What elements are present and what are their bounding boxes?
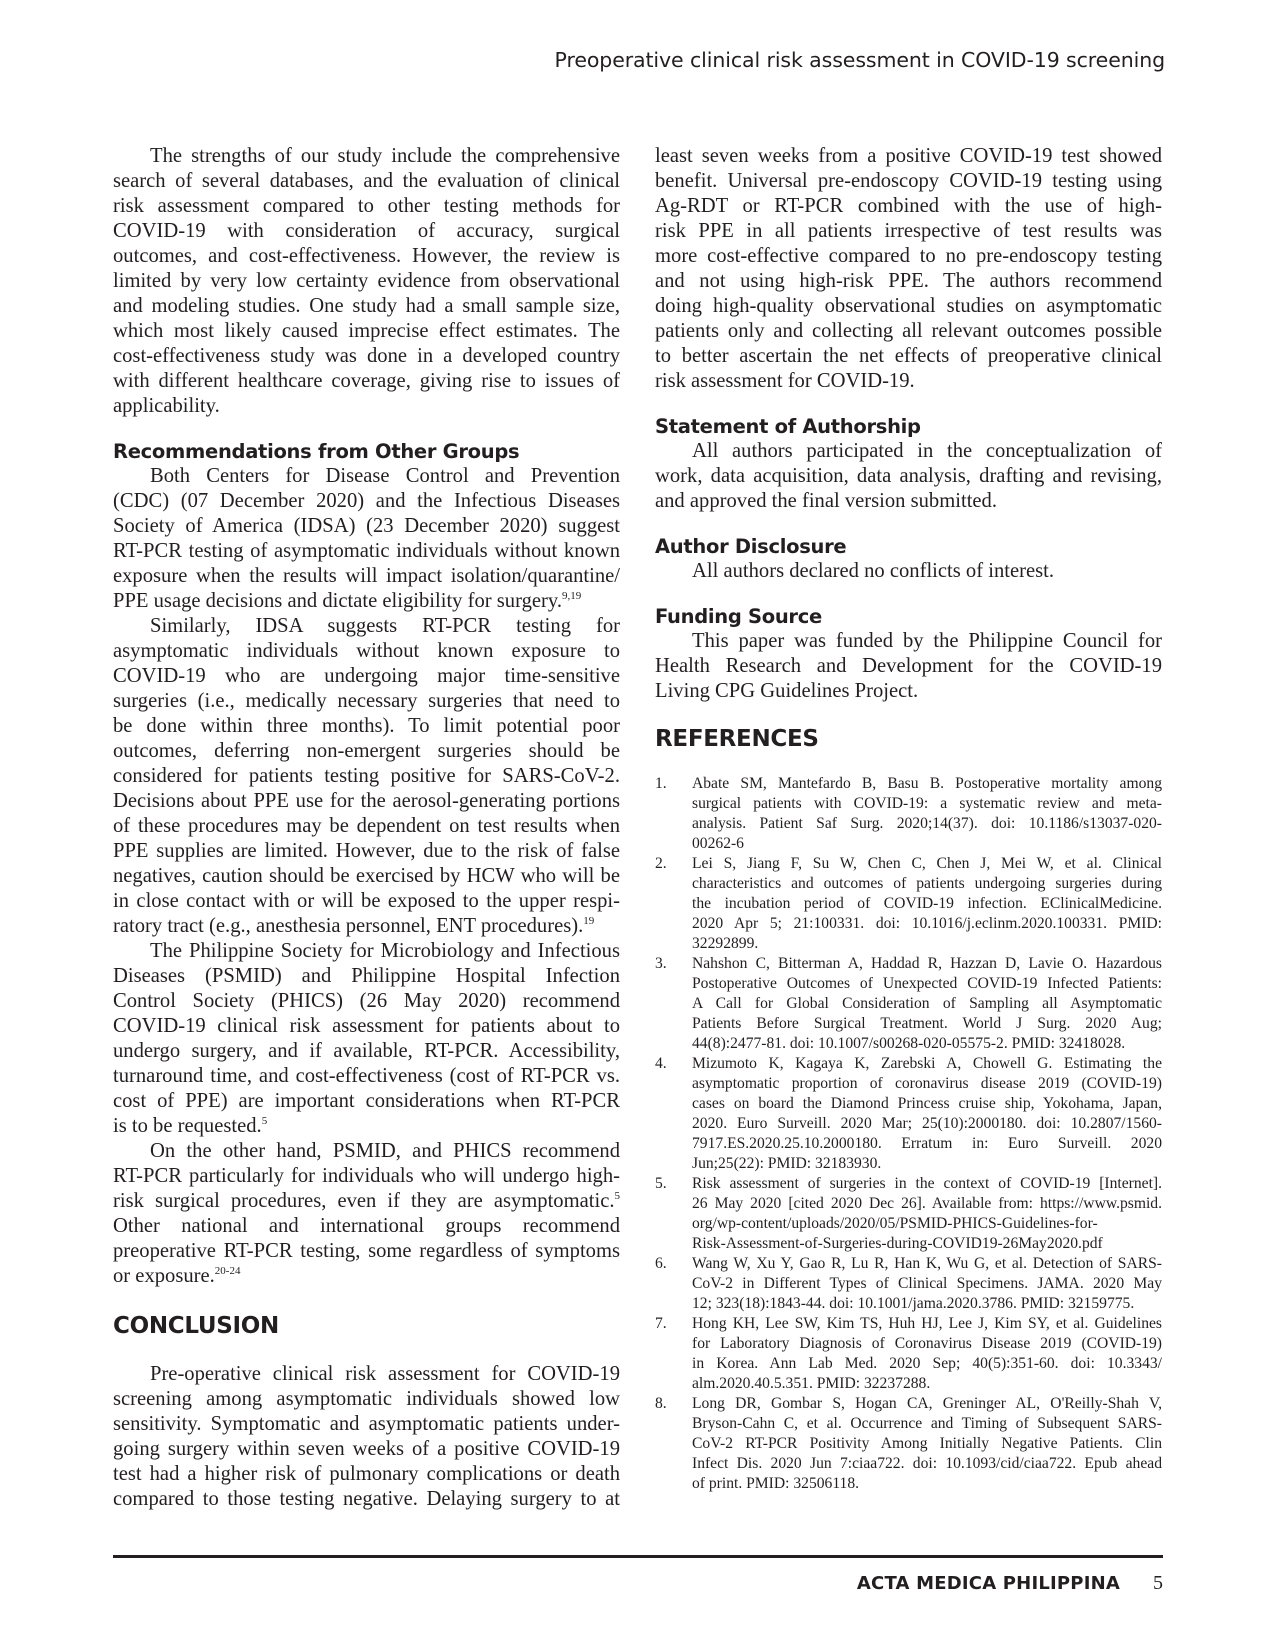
text-line: least seven weeks from a positive COVID-19 test showed: [655, 145, 1162, 167]
text-line: applicability.: [113, 395, 220, 417]
citation-superscript: 9,19: [561, 590, 582, 602]
paragraph-idsa: [113, 614, 620, 939]
text-line: Decisions about PPE use for the aerosol-generating portions: [113, 790, 620, 812]
text-line: Other national and international groups recommend: [113, 1215, 620, 1237]
text-line: risk assessment compared to other testing methods for: [113, 195, 620, 217]
reference-number: 5.: [655, 1175, 667, 1192]
reference-line: Nahshon C, Bitterman A, Haddad R, Hazzan D, Lavie O. Hazardous: [692, 955, 1162, 972]
text-line: negatives, caution should be exercised by HCW who will be: [113, 865, 620, 887]
text-line: risk assessment for COVID-19.: [655, 370, 915, 392]
reference-line: 26 May 2020 [cited 2020 Dec 26]. Available from: https://www.psmid.: [692, 1195, 1162, 1212]
reference-list: [655, 774, 1162, 1494]
text-line: to better ascertain the net effects of preoperative clinical: [655, 345, 1162, 367]
reference-item: [655, 1314, 1162, 1394]
text-segment: or exposure.: [113, 1265, 215, 1287]
text-line: considered for patients testing positive for SARS-CoV-2.: [113, 765, 620, 787]
reference-line: CoV-2 in Different Types of Clinical Specimens. JAMA. 2020 May: [692, 1275, 1162, 1292]
text-line: The Philippine Society for Microbiology and Infectious: [150, 940, 620, 962]
reference-line: Long DR, Gombar S, Hogan CA, Greninger AL, O'Reilly-Shah V,: [692, 1395, 1162, 1412]
text-line: [113, 1264, 620, 1289]
reference-item: [655, 1394, 1162, 1494]
text-line: compared to those testing negative. Delaying surgery to at: [113, 1488, 620, 1510]
reference-line: 44(8):2477-81. doi: 10.1007/s00268-020-05575-2. PMID: 32418028.: [692, 1035, 1126, 1052]
reference-line: Infect Dis. 2020 Jun 7:ciaa722. doi: 10.1093/cid/ciaa722. Epub ahead: [692, 1455, 1162, 1472]
text-line: and not using high-risk PPE. The authors recommend: [655, 270, 1162, 292]
text-line: (CDC) (07 December 2020) and the Infectious Diseases: [113, 490, 620, 512]
reference-line: surgical patients with COVID-19: a systematic review and meta-: [692, 795, 1162, 812]
reference-line: Hong KH, Lee SW, Kim TS, Huh HJ, Lee J, Kim SY, et al. Guidelines: [692, 1315, 1162, 1332]
reference-line: Lei S, Jiang F, Su W, Chen C, Chen J, Mei W, et al. Clinical: [692, 855, 1162, 872]
paragraph-funding: [655, 629, 1162, 704]
reference-line: analysis. Patient Saf Surg. 2020;14(37). doi: 10.1186/s13037-020-: [692, 815, 1162, 832]
text-segment: risk surgical procedures, even if they are asymptomatic.: [113, 1190, 615, 1212]
reference-line: Bryson-Cahn C, et al. Occurrence and Timing of Subsequent SARS-: [692, 1415, 1162, 1432]
paragraph-other-hand: [113, 1139, 620, 1289]
text-line: PPE supplies are limited. However, due to the risk of false: [113, 840, 620, 862]
text-line: screening among asymptomatic individuals showed low: [113, 1388, 620, 1410]
text-line: work, data acquisition, data analysis, drafting and revising,: [655, 465, 1162, 487]
reference-line: org/wp-content/uploads/2020/05/PSMID-PHICS-Guidelines-for-: [692, 1215, 1098, 1232]
text-line: Diseases (PSMID) and Philippine Hospital Infection: [113, 965, 620, 987]
reference-item: [655, 1174, 1162, 1254]
text-line: of these procedures may be dependent on test results when: [113, 815, 620, 837]
reference-item: [655, 954, 1162, 1054]
text-line: RT-PCR particularly for individuals who will undergo high-: [113, 1165, 620, 1187]
text-line: cost-effectiveness study was done in a developed country: [113, 345, 620, 367]
reference-line: 12; 323(18):1843-44. doi: 10.1001/jama.2020.3786. PMID: 32159775.: [692, 1295, 1135, 1312]
text-line: RT-PCR testing of asymptomatic individuals without known: [113, 540, 620, 562]
text-line: Society of America (IDSA) (23 December 2020) suggest: [113, 515, 620, 537]
text-line: undergo surgery, and if available, RT-PCR. Accessibility,: [113, 1040, 620, 1062]
reference-line: 32292899.: [692, 935, 759, 952]
text-line: [113, 1114, 620, 1139]
text-line: outcomes, and cost-effectiveness. However, the review is: [113, 245, 620, 267]
text-line: which most likely caused imprecise effect estimates. The: [113, 320, 620, 342]
text-line: exposure when the results will impact isolation/quarantine/: [113, 565, 620, 587]
text-line: This paper was funded by the Philippine Council for: [692, 630, 1162, 652]
left-column: [113, 144, 620, 1512]
reference-number: 2.: [655, 855, 667, 872]
heading-funding: Funding Source: [655, 605, 822, 628]
reference-line: 7917.ES.2020.25.10.2000180. Erratum in: Euro Surveill. 2020: [692, 1135, 1162, 1152]
text-line: risk PPE in all patients irrespective of test results was: [655, 220, 1162, 242]
text-line: turnaround time, and cost-effectiveness (cost of RT-PCR vs.: [113, 1065, 620, 1087]
reference-number: 7.: [655, 1315, 667, 1332]
text-segment: is to be requested.: [113, 1115, 262, 1137]
text-line: [113, 1189, 620, 1214]
journal-name: ACTA MEDICA PHILIPPINA: [856, 1573, 1120, 1594]
text-line: preoperative RT-PCR testing, some regardless of symptoms: [113, 1240, 620, 1262]
footer-rule: [113, 1555, 1163, 1558]
text-line: limited by very low certainty evidence from observational: [113, 270, 620, 292]
citation-superscript: 5: [614, 1190, 620, 1202]
paragraph-authorship: [655, 439, 1162, 514]
reference-line: A Call for Global Consideration of Sampling all Asymptomatic: [692, 995, 1162, 1012]
text-line: [113, 914, 620, 939]
paragraph-conclusion: [113, 1362, 620, 1512]
paragraph-psmid-phics: [113, 939, 620, 1139]
reference-line: Risk-Assessment-of-Surgeries-during-COVID19-26May2020.pdf: [692, 1235, 1103, 1252]
paragraph-conclusion-continued: [655, 144, 1162, 394]
text-line: cost of PPE) are important considerations when RT-PCR: [113, 1090, 620, 1112]
text-line: going surgery within seven weeks of a positive COVID-19: [113, 1438, 620, 1460]
reference-line: Jun;25(22): PMID: 32183930.: [692, 1155, 882, 1172]
reference-line: alm.2020.40.5.351. PMID: 32237288.: [692, 1375, 931, 1392]
reference-item: [655, 1254, 1162, 1314]
reference-number: 4.: [655, 1055, 667, 1072]
reference-line: Wang W, Xu Y, Gao R, Lu R, Han K, Wu G, et al. Detection of SARS-: [692, 1255, 1162, 1272]
text-line: Health Research and Development for the COVID-19: [655, 655, 1162, 677]
right-column: [655, 144, 1162, 1494]
reference-line: CoV-2 RT-PCR Positivity Among Initially Negative Patients. Clin: [692, 1435, 1162, 1452]
reference-line: for Laboratory Diagnosis of Coronavirus Disease 2019 (COVID-19): [692, 1335, 1162, 1352]
text-line: and approved the final version submitted.: [655, 490, 997, 512]
text-line: with different healthcare coverage, giving rise to issues of: [113, 370, 620, 392]
heading-references: REFERENCES: [655, 726, 819, 752]
reference-item: [655, 854, 1162, 954]
text-line: On the other hand, PSMID, and PHICS recommend: [150, 1140, 620, 1162]
reference-line: Postoperative Outcomes of Unexpected COVID-19 Infected Patients:: [692, 975, 1162, 992]
text-line: in close contact with or will be exposed to the upper respi-: [113, 890, 620, 912]
text-line: COVID-19 with consideration of accuracy, surgical: [113, 220, 620, 242]
text-line: Similarly, IDSA suggests RT-PCR testing for: [150, 615, 620, 637]
text-line: Ag-RDT or RT-PCR combined with the use of high-: [655, 195, 1162, 217]
text-segment: PPE usage decisions and dictate eligibility for surgery.: [113, 590, 562, 612]
page-number: 5: [1153, 1572, 1163, 1594]
reference-number: 6.: [655, 1255, 667, 1272]
reference-line: Abate SM, Mantefardo B, Basu B. Postoperative mortality among: [692, 775, 1162, 792]
text-line: doing high-quality observational studies on asymptomatic: [655, 295, 1162, 317]
text-segment: ratory tract (e.g., anesthesia personnel, ENT procedures).: [113, 915, 584, 937]
reference-line: 00262-6: [692, 835, 744, 852]
paragraph-strengths: [113, 144, 620, 419]
text-line: Control Society (PHICS) (26 May 2020) recommend: [113, 990, 620, 1012]
text-line: outcomes, deferring non-emergent surgeries should be: [113, 740, 620, 762]
reference-number: 8.: [655, 1395, 667, 1412]
reference-line: cases on board the Diamond Princess cruise ship, Yokohama, Japan,: [692, 1095, 1162, 1112]
text-line: patients only and collecting all relevant outcomes possible: [655, 320, 1162, 342]
text-line: and modeling studies. One study had a small sample size,: [113, 295, 620, 317]
paragraph-disclosure: [655, 559, 1162, 584]
reference-line: Mizumoto K, Kagaya K, Zarebski A, Chowell G. Estimating the: [692, 1055, 1162, 1072]
reference-line: 2020. Euro Surveill. 2020 Mar; 25(10):2000180. doi: 10.2807/1560-: [692, 1115, 1162, 1132]
text-line: All authors declared no conflicts of interest.: [692, 560, 1054, 582]
reference-number: 3.: [655, 955, 667, 972]
citation-superscript: 20-24: [214, 1265, 241, 1277]
text-line: COVID-19 clinical risk assessment for patients about to: [113, 1015, 620, 1037]
reference-line: the incubation period of COVID-19 infection. EClinicalMedicine.: [692, 895, 1162, 912]
text-line: Living CPG Guidelines Project.: [655, 680, 919, 702]
text-line: The strengths of our study include the comprehensive: [150, 145, 620, 167]
heading-authorship: Statement of Authorship: [655, 415, 921, 438]
text-line: Both Centers for Disease Control and Prevention: [150, 465, 620, 487]
heading-recommendations: Recommendations from Other Groups: [113, 440, 520, 463]
text-line: asymptomatic individuals without known exposure to: [113, 640, 620, 662]
text-line: COVID-19 who are undergoing major time-sensitive: [113, 665, 620, 687]
heading-disclosure: Author Disclosure: [655, 535, 847, 558]
citation-superscript: 19: [583, 915, 595, 927]
text-line: more cost-effective compared to no pre-endoscopy testing: [655, 245, 1162, 267]
reference-number: 1.: [655, 775, 667, 792]
reference-line: Patients Before Surgical Treatment. World J Surg. 2020 Aug;: [692, 1015, 1162, 1032]
text-line: Pre-operative clinical risk assessment for COVID-19: [150, 1363, 620, 1385]
reference-line: characteristics and outcomes of patients undergoing surgeries during: [692, 875, 1162, 892]
paragraph-cdc-idsa: [113, 464, 620, 614]
text-line: be done within three months). To limit potential poor: [113, 715, 620, 737]
reference-line: Risk assessment of surgeries in the context of COVID-19 [Internet].: [692, 1175, 1162, 1192]
text-line: test had a higher risk of pulmonary complications or death: [113, 1463, 620, 1485]
reference-line: asymptomatic proportion of coronavirus disease 2019 (COVID-19): [692, 1075, 1162, 1092]
heading-conclusion: CONCLUSION: [113, 1313, 279, 1339]
reference-line: of print. PMID: 32506118.: [692, 1475, 860, 1492]
running-title: Preoperative clinical risk assessment in COVID-19 screening: [554, 48, 1165, 72]
reference-item: [655, 1054, 1162, 1174]
reference-line: 2020 Apr 5; 21:100331. doi: 10.1016/j.eclinm.2020.100331. PMID:: [692, 915, 1162, 932]
text-line: benefit. Universal pre-endoscopy COVID-19 testing using: [655, 170, 1162, 192]
text-line: search of several databases, and the evaluation of clinical: [113, 170, 620, 192]
citation-superscript: 5: [261, 1115, 268, 1127]
text-line: All authors participated in the conceptualization of: [692, 440, 1162, 462]
text-line: sensitivity. Symptomatic and asymptomatic patients under-: [113, 1413, 620, 1435]
text-line: surgeries (i.e., medically necessary surgeries that need to: [113, 690, 620, 712]
reference-item: [655, 774, 1162, 854]
reference-line: in Korea. Ann Lab Med. 2020 Sep; 40(5):351-60. doi: 10.3343/: [692, 1355, 1162, 1372]
text-line: [113, 589, 620, 614]
